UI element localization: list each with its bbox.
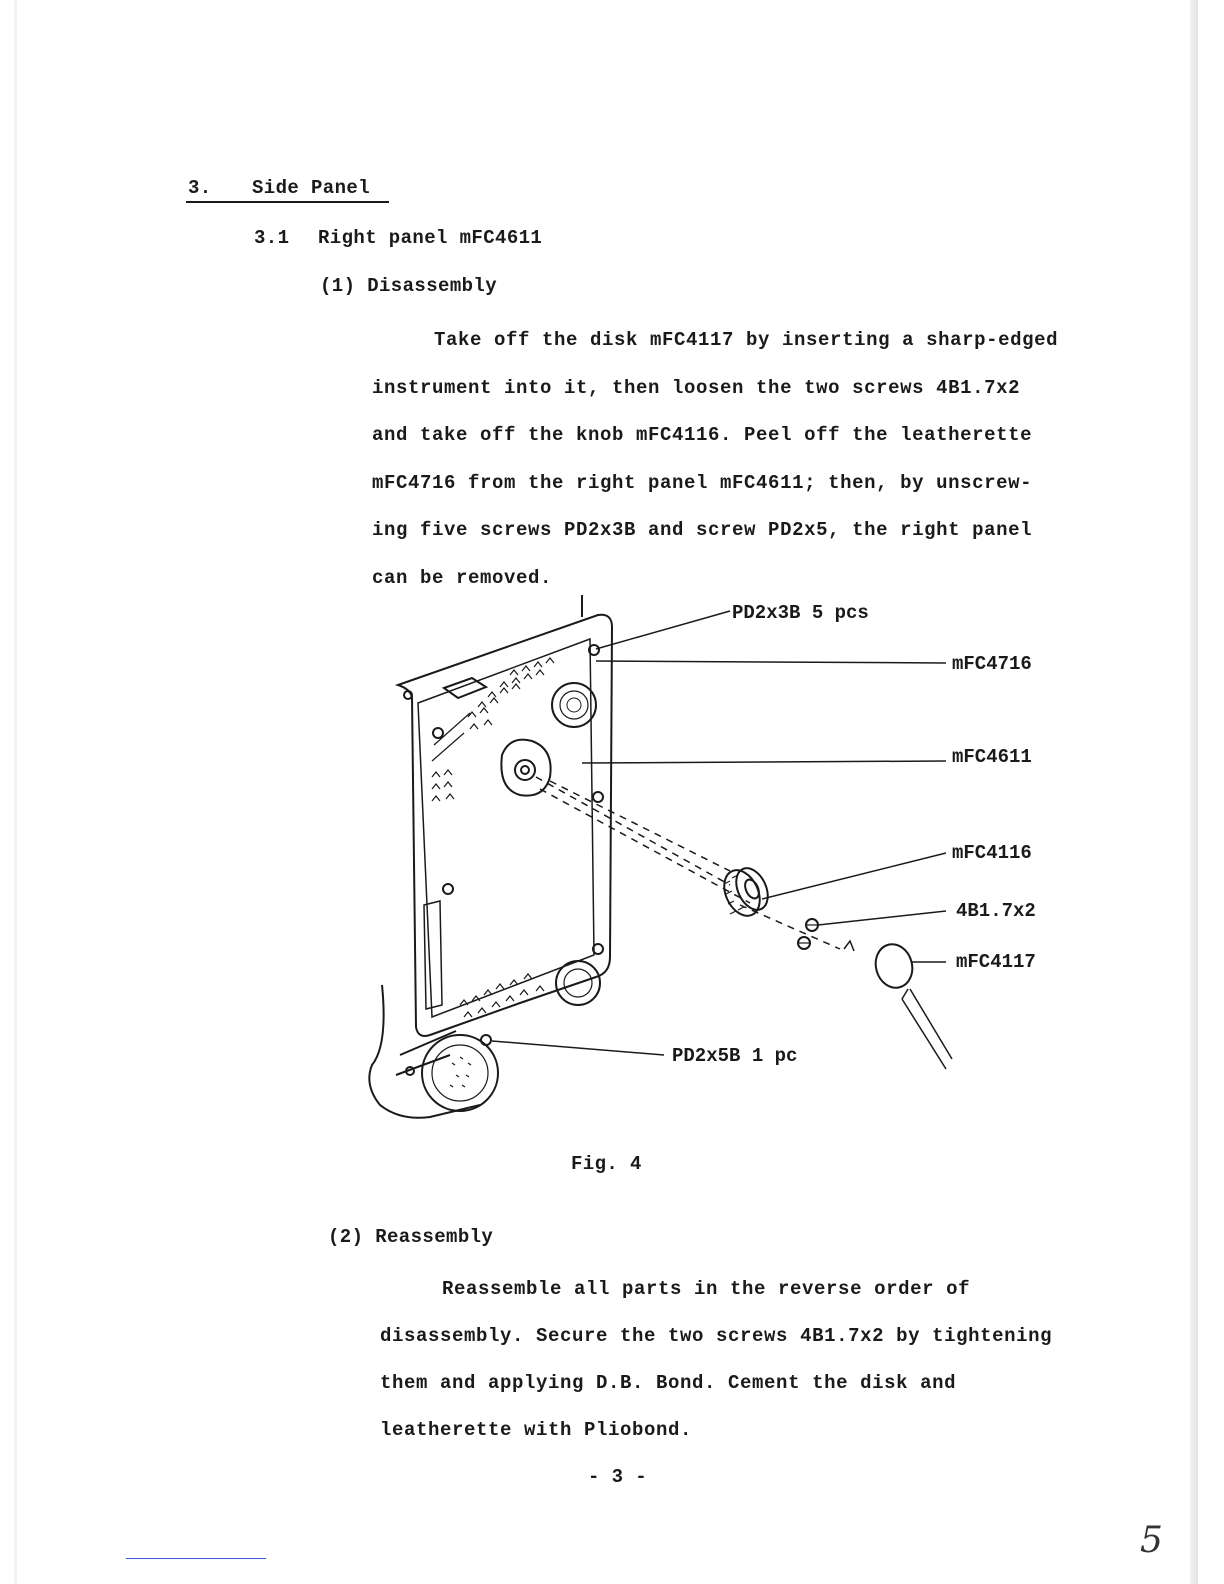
section-heading bbox=[188, 177, 370, 199]
panel-texture bbox=[432, 658, 554, 1017]
disassembly-paragraph bbox=[372, 317, 1112, 602]
label-pd2x3b: PD2x3B 5 pcs bbox=[732, 602, 869, 624]
subsection-heading bbox=[254, 227, 542, 249]
reassembly-line: them and applying D.B. Bond. Cement the disk and bbox=[380, 1372, 957, 1394]
page-number: - 3 - bbox=[588, 1466, 648, 1488]
label-4b1-7x2: 4B1.7x2 bbox=[956, 900, 1036, 922]
disassembly-line: can be removed. bbox=[372, 566, 553, 589]
disk-mfc4117 bbox=[871, 940, 917, 992]
figure-caption: Fig. 4 bbox=[571, 1153, 642, 1175]
sharp-instrument bbox=[902, 989, 952, 1069]
reassembly-line: leatherette with Pliobond. bbox=[380, 1419, 693, 1441]
disassembly-line: instrument into it, then loosen the two screws 4B1.7x2 bbox=[372, 376, 1021, 399]
label-pd2x5b: PD2x5B 1 pc bbox=[672, 1045, 798, 1067]
disassembly-line: Take off the disk mFC4117 by inserting a sharp-edged bbox=[434, 329, 1059, 351]
handwritten-page-mark: 5 bbox=[1140, 1520, 1163, 1561]
explode-axis bbox=[536, 777, 840, 949]
disassembly-heading: (1) Disassembly bbox=[320, 275, 498, 297]
section-title: Side Panel bbox=[252, 177, 371, 199]
disassembly-line: ing five screws PD2x3B and screw PD2x5, the right panel bbox=[372, 519, 1033, 541]
reassembly-paragraph bbox=[380, 1266, 1140, 1454]
panel-screw bbox=[433, 728, 443, 738]
footnote-rule bbox=[126, 1558, 266, 1559]
fig4-exploded-diagram bbox=[360, 585, 1080, 1145]
subsection-title: Right panel mFC4611 bbox=[318, 227, 543, 249]
right-panel-inner-edge bbox=[418, 639, 594, 1017]
label-mfc4611: mFC4611 bbox=[952, 746, 1032, 768]
reassembly-heading: (2) Reassembly bbox=[328, 1226, 494, 1248]
disassembly-line: and take off the knob mFC4116. Peel off the leatherette bbox=[372, 424, 1033, 446]
section-number: 3. bbox=[188, 177, 212, 199]
label-mfc4117: mFC4117 bbox=[956, 951, 1036, 973]
bottom-knob bbox=[422, 1035, 498, 1111]
page-edge-left bbox=[14, 0, 17, 1584]
disassembly-line: mFC4716 from the right panel mFC4611; then, by unscrew- bbox=[372, 471, 1033, 494]
knob-mfc4116 bbox=[717, 863, 774, 921]
subsection-number: 3.1 bbox=[254, 227, 290, 249]
top-connector bbox=[552, 683, 596, 727]
reassembly-line: disassembly. Secure the two screws 4B1.7x2 by tightening bbox=[380, 1325, 1053, 1347]
panel-screw bbox=[593, 792, 603, 802]
section-underline bbox=[186, 201, 389, 203]
panel-screw bbox=[443, 884, 453, 894]
reassembly-line: Reassemble all parts in the reverse order of bbox=[442, 1278, 971, 1300]
side-vent-strip bbox=[424, 901, 442, 1009]
knob-seat bbox=[501, 740, 550, 796]
panel-top-slot bbox=[444, 678, 486, 698]
page-edge-right bbox=[1190, 0, 1198, 1584]
label-mfc4116: mFC4116 bbox=[952, 842, 1032, 864]
label-mfc4716: mFC4716 bbox=[952, 653, 1032, 675]
